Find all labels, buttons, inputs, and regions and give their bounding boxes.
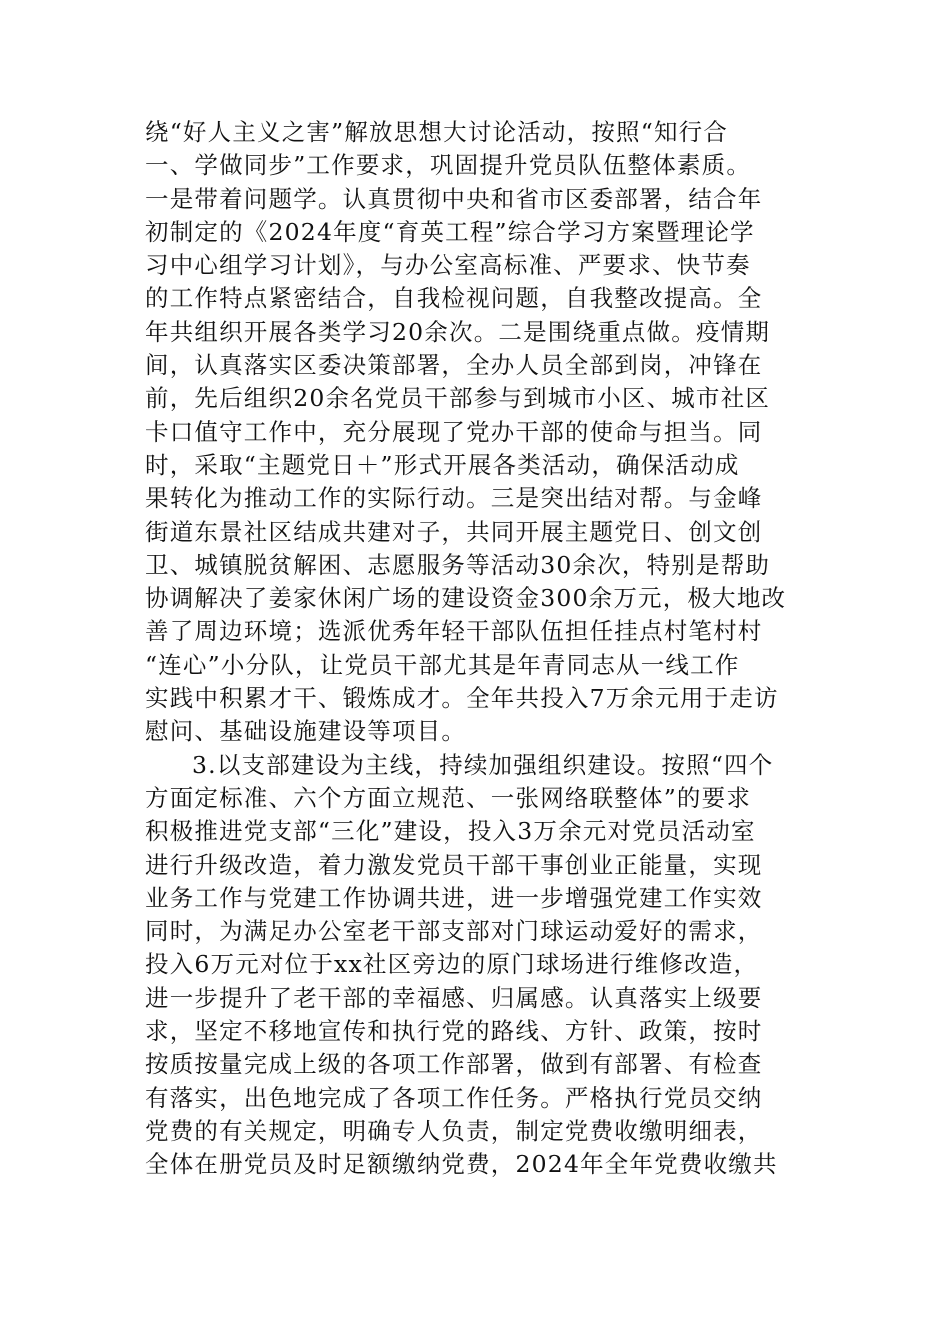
text-line: 初制定的《2024年度“育英工程”综合学习方案暨理论学 bbox=[145, 217, 755, 246]
text-line: 全体在册党员及时足额缴纳党费，2024年全年党费收缴共 bbox=[145, 1150, 778, 1179]
text-line: 街道东景社区结成共建对子，共同开展主题党日、创文创 bbox=[145, 517, 763, 546]
text-line: 按质按量完成上级的各项工作部署，做到有部署、有检查 bbox=[145, 1050, 763, 1079]
text-line: 时，采取“主题党日＋”形式开展各类活动，确保活动成 bbox=[145, 450, 740, 479]
text-line: 一、学做同步”工作要求，巩固提升党员队伍整体素质。 bbox=[145, 151, 752, 180]
text-line: 进一步提升了老干部的幸福感、归属感。认真落实上级要 bbox=[145, 983, 763, 1012]
text-line: 卫、城镇脱贫解困、志愿服务等活动30余次，特别是帮助 bbox=[145, 550, 771, 579]
text-line: 积极推进党支部“三化”建设，投入3万余元对党员活动室 bbox=[145, 817, 756, 846]
text-line: 善了周边环境；选派优秀年轻干部队伍担任挂点村笔村村 bbox=[145, 617, 763, 646]
text-line: 同时，为满足办公室老干部支部对门球运动爱好的需求， bbox=[145, 917, 763, 946]
text-line: 果转化为推动工作的实际行动。三是突出结对帮。与金峰 bbox=[145, 484, 763, 513]
text-line: 实践中积累才干、锻炼成才。全年共投入7万余元用于走访 bbox=[145, 684, 779, 713]
text-line: 投入6万元对位于xx社区旁边的原门球场进行维修改造， bbox=[145, 950, 759, 979]
text-line: 一是带着问题学。认真贯彻中央和省市区委部署，结合年 bbox=[145, 184, 763, 213]
section-heading-line: 3.以支部建设为主线，持续加强组织建设。按照“四个 bbox=[192, 750, 774, 779]
text-line: 前，先后组织20余名党员干部参与到城市小区、城市社区 bbox=[145, 384, 771, 413]
text-line: “连心”小分队，让党员干部尤其是年青同志从一线工作 bbox=[145, 650, 740, 679]
text-line: 进行升级改造，着力激发党员干部干事创业正能量，实现 bbox=[145, 850, 763, 879]
text-line: 绕“好人主义之害”解放思想大讨论活动，按照“知行合 bbox=[145, 118, 729, 146]
text-line: 协调解决了姜家休闲广场的建设资金300余万元，极大地改 bbox=[145, 584, 787, 613]
text-line: 习中心组学习计划》，与办公室高标准、严要求、快节奏 bbox=[145, 251, 751, 280]
text-line: 求，坚定不移地宣传和执行党的路线、方针、政策，按时 bbox=[145, 1017, 763, 1046]
body-text bbox=[145, 116, 805, 1182]
text-line: 卡口值守工作中，充分展现了党办干部的使命与担当。同 bbox=[145, 417, 763, 446]
text-line: 方面定标准、六个方面立规范、一张网络联整体”的要求 bbox=[145, 783, 752, 812]
text-line: 年共组织开展各类学习20余次。二是围绕重点做。疫情期 bbox=[145, 317, 771, 346]
text-line: 业务工作与党建工作协调共进，进一步增强党建工作实效 bbox=[145, 883, 763, 912]
text-line: 慰问、基础设施建设等项目。 bbox=[145, 717, 467, 746]
text-line: 党费的有关规定，明确专人负责，制定党费收缴明细表， bbox=[145, 1116, 763, 1145]
text-line: 间，认真落实区委决策部署，全办人员全部到岗，冲锋在 bbox=[145, 351, 763, 380]
text-line: 的工作特点紧密结合，自我检视问题，自我整改提高。全 bbox=[145, 284, 763, 313]
text-line: 有落实，出色地完成了各项工作任务。严格执行党员交纳 bbox=[145, 1083, 763, 1112]
